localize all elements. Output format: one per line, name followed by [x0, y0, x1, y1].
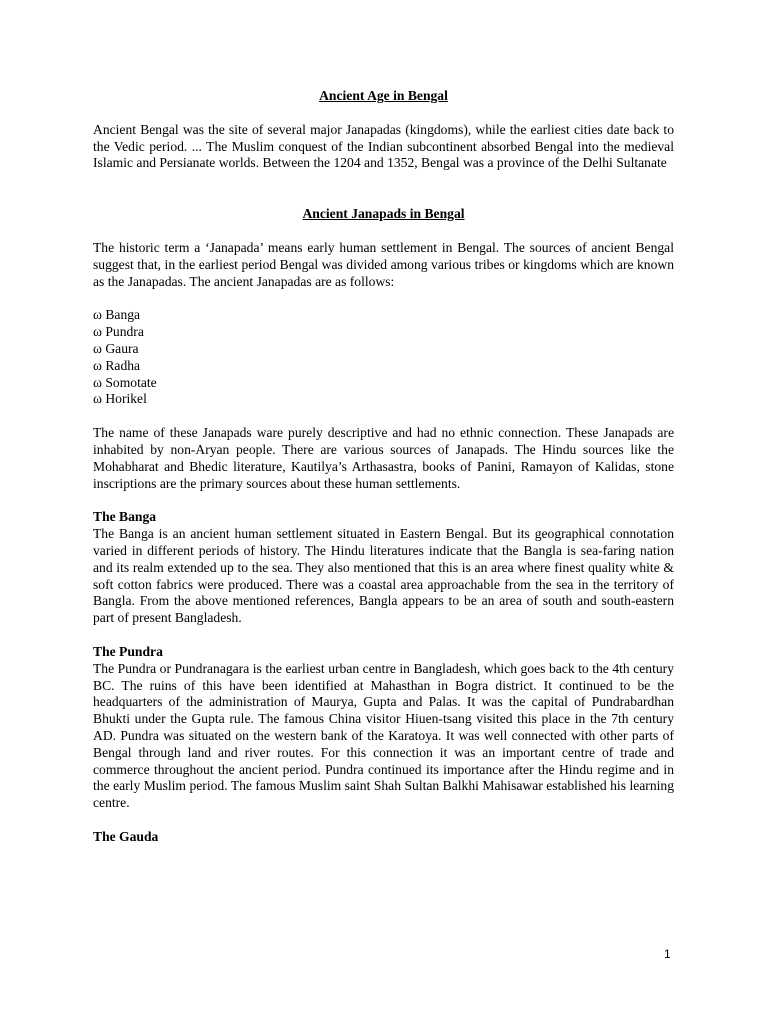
intro-paragraph: Ancient Bengal was the site of several major Janapadas (kingdoms), while the earliest cities date back to the Vedic period. ... The Muslim conquest of the Indian subcontinent absorbed Bengal into the medieval Islamic and Persianate worlds. Between the 1204 and 1352, Bengal was a province of the Delhi Sultanate — [93, 121, 674, 171]
gauda-heading: The Gauda — [93, 828, 159, 844]
banga-paragraph: The Banga is an ancient human settlement situated in Eastern Bengal. But its geographical connotation varied in different periods of history. The Hindu literatures indicate that the Bangla is sea-faring nation and its realm extended up to the sea. They also mentioned that this is an area where finest quality white & soft cotton fabrics were produced. There was a coastal area approachable from the sea in the territory of Bangla. From the above mentioned references, Bangla appears to be an area of south and south-eastern part of present Bangladesh. — [93, 526, 674, 626]
list-item: ω Banga — [93, 307, 141, 323]
list-item: ω Radha — [93, 357, 141, 373]
document-page — [93, 88, 674, 846]
section-intro-paragraph: The historic term a ‘Janapada’ means early human settlement in Bengal. The sources of ancient Bengal suggest that, in the earliest period Bengal was divided among various tribes or kingdoms which are known as the Janapadas. The ancient Janapadas are as follows: — [93, 239, 674, 289]
janapada-list — [93, 307, 674, 408]
banga-heading: The Banga — [93, 509, 157, 525]
page-number: 1 — [664, 947, 671, 961]
pundra-paragraph: The Pundra or Pundranagara is the earliest urban centre in Bangladesh, which goes back to the 4th century BC. The ruins of this have been identified at Mahasthan in Bogra district. It continued to be the headquarters of the administration of Maurya, Gupta and Palas. It was the capital of Pundrabardhan Bhukti under the Gupta rule. The famous China visitor Hiuen-tsang visited this place in the 7th century AD. Pundra was situated on the western bank of the Karatoya. It was well connected with other parts of Bengal through land and river routes. For this connection it was an important centre of trade and commerce throughout the ancient period. Pundra continued its importance after the Hindu regime and in the early Muslim period. The famous Muslim saint Shah Sultan Balkhi Mahisawar established his learning centre. — [93, 660, 674, 811]
list-item: ω Horikel — [93, 391, 147, 407]
pundra-heading: The Pundra — [93, 643, 163, 659]
section-title: Ancient Janapads in Bengal — [302, 206, 465, 222]
sources-paragraph: The name of these Janapads ware purely descriptive and had no ethnic connection. These Janapads are inhabited by non-Aryan people. There are various sources of Janapads. The Hindu sources like the Mohabharat and Bhedic literature, Kautilya’s Arthasastra, books of Panini, Ramayon of Kalidas, stone inscriptions are the primary sources about these human settlements. — [93, 425, 674, 491]
list-item: ω Gaura — [93, 340, 139, 356]
list-item: ω Somotate — [93, 374, 157, 390]
document-title: Ancient Age in Bengal — [319, 88, 448, 103]
list-item: ω Pundra — [93, 324, 144, 340]
